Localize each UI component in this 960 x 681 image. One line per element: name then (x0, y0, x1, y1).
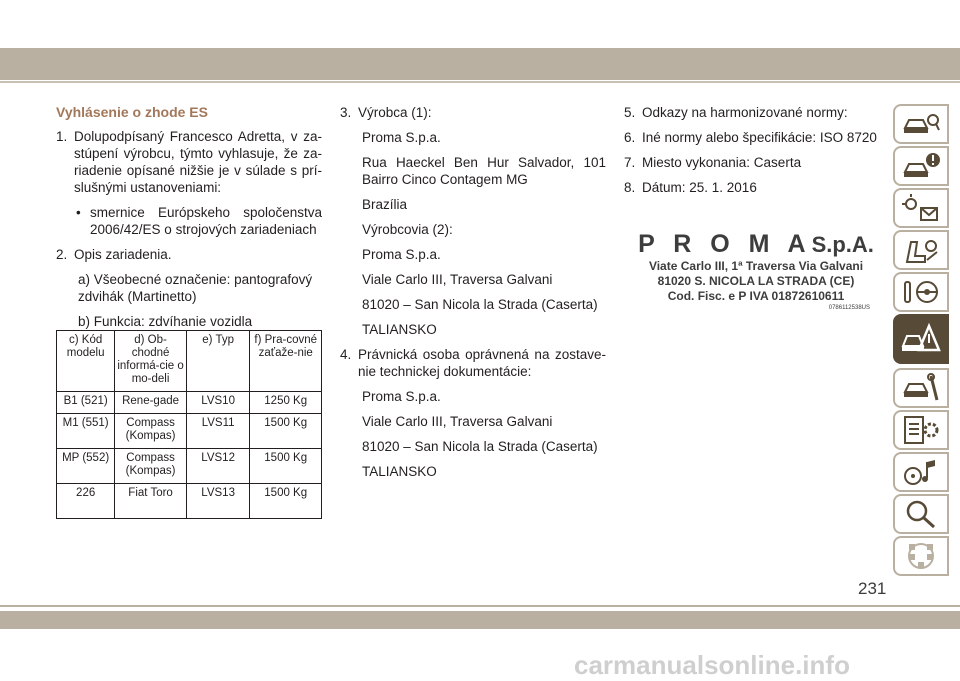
legal-entity-country: TALIANSKO (362, 464, 437, 479)
list-item-4 (340, 346, 606, 380)
stamp-line-2: 81020 S. NICOLA LA STRADA (CE) (657, 274, 855, 288)
header-cell: f) Pra-covné zaťaže-nie (250, 331, 322, 392)
table-row (57, 449, 322, 484)
multimedia-icon (901, 456, 941, 488)
table-row (57, 392, 322, 414)
item-text: Miesto vykonania: Caserta (642, 155, 802, 170)
item-number: 1. (56, 129, 68, 144)
manufacturer-address: Rua Haeckel Ben Hur Salvador, 101 Bairro Cinco Contagem MG (362, 155, 606, 187)
bottom-band (0, 611, 960, 629)
column-3 (624, 104, 886, 204)
side-tab-service[interactable] (893, 368, 949, 408)
table-row (57, 414, 322, 449)
item-text: Výrobca (1): (358, 105, 432, 120)
watermark: carmanualsonline.info (574, 650, 850, 680)
stamp-code: 0786112538US (828, 305, 870, 311)
item-number: 7. (624, 155, 636, 170)
stamp-line-3: Cod. Fisc. e P IVA 01872610611 (667, 289, 845, 303)
steering-wheel-icon (901, 276, 941, 308)
manufacturer-address-2: Viale Carlo III, Traversa Galvani (362, 272, 553, 287)
spec-table (56, 330, 322, 519)
table-cell: 1500 Kg (250, 414, 322, 449)
light-mail-icon (901, 192, 941, 224)
table-cell: 1500 Kg (250, 449, 322, 484)
bullet-item (56, 204, 322, 238)
item-number: 4. (340, 347, 352, 362)
emergency-triangle-icon (901, 318, 941, 358)
side-tab-multimedia[interactable] (893, 452, 949, 492)
table-cell: Fiat Toro (115, 484, 187, 519)
table-cell: Compass (Kompas) (115, 449, 187, 484)
alphabet-index-icon (901, 540, 941, 572)
item-text: Iné normy alebo špecifikácie: ISO 8720 (642, 130, 877, 145)
side-tab-index[interactable] (893, 536, 949, 576)
header-cell: e) Typ (186, 331, 250, 392)
side-tab-car-info[interactable] (893, 104, 949, 144)
item-number: 8. (624, 180, 636, 195)
table-header-row (57, 331, 322, 392)
list-item-2 (56, 246, 322, 263)
top-band (0, 48, 960, 80)
table-cell: M1 (551) (57, 414, 115, 449)
table-cell: LVS10 (186, 392, 250, 414)
table-cell: LVS12 (186, 449, 250, 484)
list-item-8 (624, 179, 886, 196)
header-cell: c) Kód modelu (57, 331, 115, 392)
sub-item-b: b) Funkcia: zdvíhanie vozidla (78, 314, 253, 329)
manufacturer-country: Brazília (362, 197, 408, 212)
section-heading: Vyhlásenie o zhode ES (56, 104, 208, 120)
item-text: Právnická osoba oprávnená na zostave-nie technickej dokumentácie: (358, 347, 606, 379)
item-number: 5. (624, 105, 636, 120)
company-stamp (636, 230, 876, 312)
item-number: 3. (340, 105, 352, 120)
item-text: Odkazy na harmonizované normy: (642, 105, 848, 120)
header-cell: d) Ob-chodné informá-cie o mo-deli (115, 331, 187, 392)
column-2 (340, 104, 606, 488)
page-number: 231 (858, 579, 887, 598)
side-tab-specs[interactable] (893, 410, 949, 450)
bullet-dot: • (76, 205, 81, 220)
legal-entity-address: Viale Carlo III, Traversa Galvani (362, 414, 553, 429)
table-cell: 1250 Kg (250, 392, 322, 414)
sub-item-a: a) Všeobecné označenie: pantografový zdvihák (Martinetto) (78, 272, 313, 304)
manufacturer-country-2: TALIANSKO (362, 322, 437, 337)
stamp-brand-name: P R O M A (638, 230, 812, 258)
legal-entity-city: 81020 – San Nicola la Strada (Caserta) (362, 439, 598, 454)
table-cell: LVS11 (186, 414, 250, 449)
table-row (57, 484, 322, 519)
side-tab-lights[interactable] (893, 188, 949, 228)
car-warning-icon (901, 150, 941, 182)
table-cell: LVS13 (186, 484, 250, 519)
search-icon (901, 498, 941, 530)
manufacturer-name-2: Proma S.p.a. (362, 247, 441, 262)
stamp-line-1: Viate Carlo III, 1ª Traversa Via Galvani (648, 259, 864, 273)
side-tab-warnings[interactable] (893, 146, 949, 186)
table-cell: 226 (57, 484, 115, 519)
side-tab-emergency[interactable] (893, 314, 949, 364)
stamp-brand (636, 230, 876, 259)
item-text: Opis zariadenia. (74, 247, 172, 262)
car-search-icon (901, 108, 941, 140)
list-item-6 (624, 129, 886, 146)
document-gear-icon (901, 414, 941, 446)
list-item-5 (624, 104, 886, 121)
table-cell: Compass (Kompas) (115, 414, 187, 449)
legal-entity-name: Proma S.p.a. (362, 389, 441, 404)
table-cell: B1 (521) (57, 392, 115, 414)
car-wrench-icon (901, 372, 941, 404)
manufacturer-name: Proma S.p.a. (362, 130, 441, 145)
top-rule (0, 81, 960, 83)
item-number: 6. (624, 130, 636, 145)
table-cell: Rene-gade (115, 392, 187, 414)
item-text: Dolupodpísaný Francesco Adretta, v za-stúpení výrobcu, týmto vyhlasuje, že za-riadenie opísané nižšie je v súlade s prí-slušnými ustanoveniami: (74, 129, 322, 195)
manufacturer-city-2: 81020 – San Nicola la Strada (Caserta) (362, 297, 598, 312)
table-cell: 1500 Kg (250, 484, 322, 519)
bullet-text: smernice Európskeho spoločenstva 2006/42/ES o strojových zariadeniach (90, 205, 322, 237)
list-item-3 (340, 104, 606, 121)
item-text: Dátum: 25. 1. 2016 (642, 180, 757, 195)
table-cell: MP (552) (57, 449, 115, 484)
seat-airbag-icon (901, 234, 941, 266)
list-item-1 (56, 128, 322, 196)
side-tab-seats[interactable] (893, 230, 949, 270)
side-tab-driving[interactable] (893, 272, 949, 312)
list-item-7 (624, 154, 886, 171)
side-tab-search[interactable] (893, 494, 949, 534)
item-number: 2. (56, 247, 68, 262)
manufacturers-label: Výrobcovia (2): (362, 222, 453, 237)
stamp-brand-suffix: S.p.A. (811, 232, 874, 257)
column-1 (56, 128, 322, 338)
bottom-rule (0, 605, 960, 607)
